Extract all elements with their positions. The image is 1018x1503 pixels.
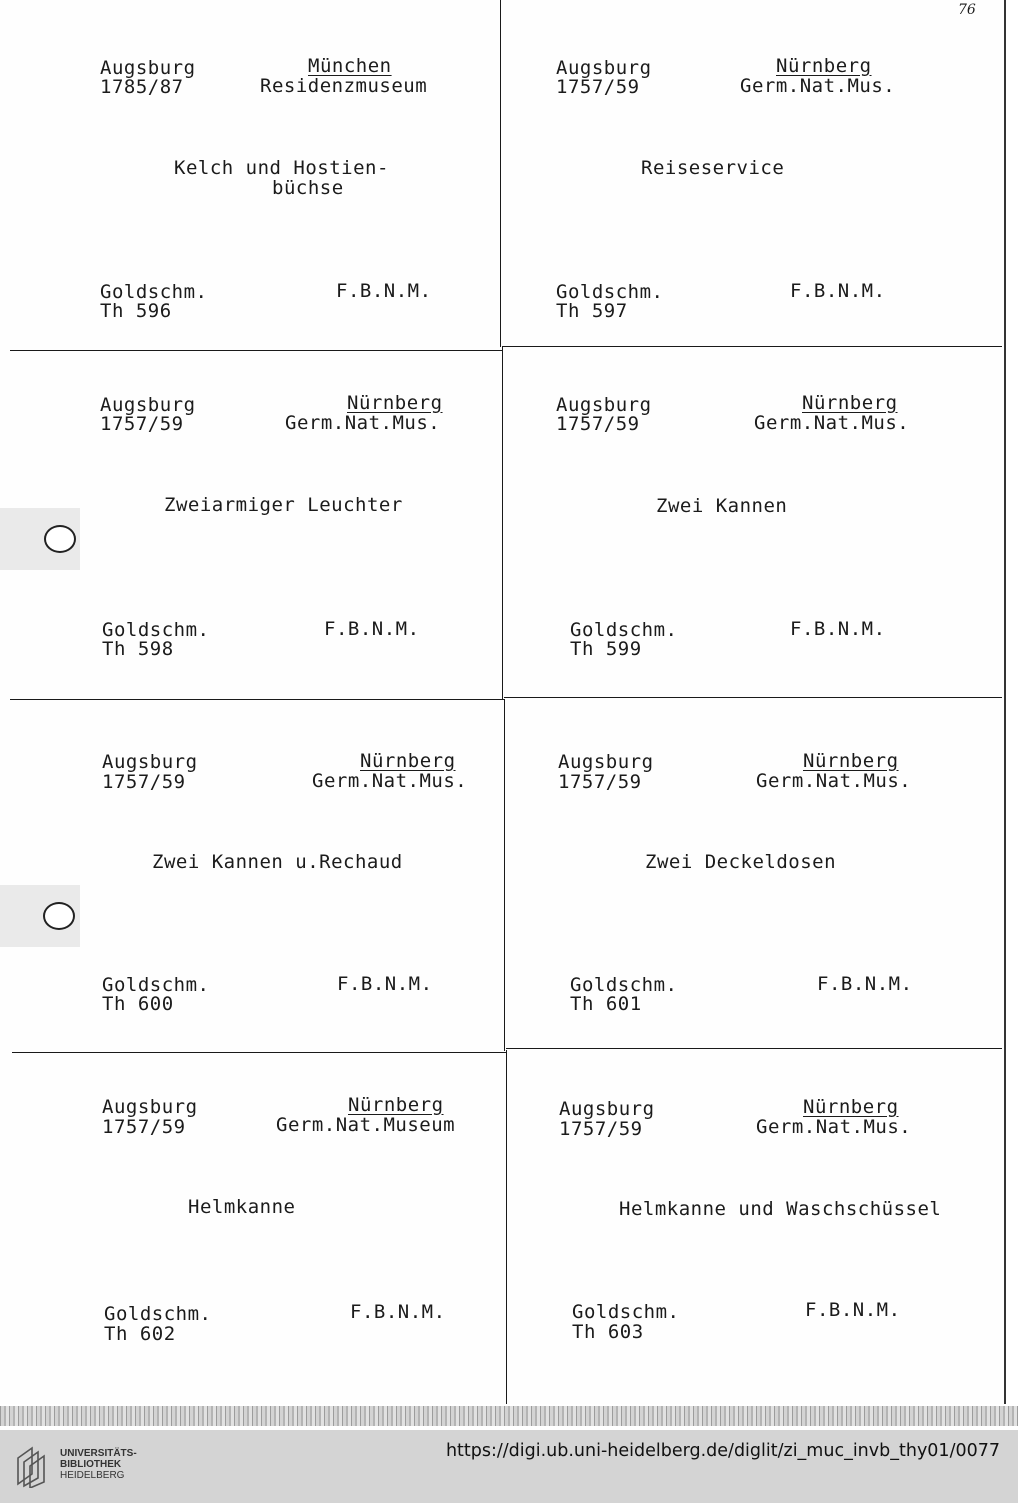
card-city: Augsburg	[102, 751, 198, 773]
card-institution: Residenzmuseum	[260, 75, 428, 97]
card-institution: Germ.Nat.Mus.	[285, 412, 441, 434]
card-institution: Germ.Nat.Mus.	[756, 770, 912, 792]
card-title: Helmkanne und Waschschüssel	[619, 1198, 942, 1220]
card-number: Th 599	[570, 638, 642, 660]
card-city: Augsburg	[556, 394, 652, 416]
row-divider	[10, 350, 502, 351]
library-logo-text	[60, 1448, 137, 1481]
logo-line: BIBLIOTHEK	[60, 1459, 122, 1470]
card-location: Nürnberg	[347, 392, 443, 414]
card-location: Nürnberg	[803, 1096, 899, 1118]
card-date: 1757/59	[559, 1118, 643, 1140]
card-location: München	[308, 55, 392, 77]
card-title: Kelch und Hostien-	[174, 157, 389, 179]
card-title: Helmkanne	[188, 1196, 296, 1218]
card-category: Goldschm.	[570, 619, 678, 641]
card-code: F.B.N.M.	[337, 973, 433, 995]
punch-hole	[43, 902, 75, 930]
card-date: 1785/87	[100, 76, 184, 98]
library-logo-icon	[14, 1444, 52, 1488]
card-date: 1757/59	[556, 413, 640, 435]
page-number: 76	[958, 2, 976, 18]
card-code: F.B.N.M.	[336, 280, 432, 302]
card-category: Goldschm.	[104, 1303, 212, 1325]
card-category: Goldschm.	[556, 281, 664, 303]
logo-line: HEIDELBERG	[60, 1470, 125, 1481]
column-divider	[502, 347, 503, 699]
row-divider	[10, 699, 504, 700]
card-city: Augsburg	[556, 57, 652, 79]
card-category: Goldschm.	[102, 619, 210, 641]
card-category: Goldschm.	[572, 1301, 680, 1323]
card-title: Reiseservice	[641, 157, 785, 179]
card-title: Zwei Deckeldosen	[645, 851, 837, 873]
card-code: F.B.N.M.	[350, 1301, 446, 1323]
card-title: Zwei Kannen u.Rechaud	[152, 851, 403, 873]
row-divider	[12, 1052, 506, 1053]
card-title: Zwei Kannen	[656, 495, 788, 517]
card-date: 1757/59	[102, 1116, 186, 1138]
footer-bar	[0, 1430, 1018, 1503]
card-city: Augsburg	[100, 57, 196, 79]
card-institution: Germ.Nat.Mus.	[754, 412, 910, 434]
card-date: 1757/59	[102, 771, 186, 793]
column-divider	[500, 0, 501, 347]
card-code: F.B.N.M.	[324, 618, 420, 640]
card-number: Th 602	[104, 1323, 176, 1345]
card-location: Nürnberg	[803, 750, 899, 772]
card-date: 1757/59	[558, 771, 642, 793]
row-divider	[504, 697, 1002, 698]
row-divider	[502, 346, 1002, 347]
card-number: Th 603	[572, 1321, 644, 1343]
card-institution: Germ.Nat.Mus.	[740, 75, 896, 97]
row-divider	[506, 1048, 1002, 1049]
card-code: F.B.N.M.	[790, 618, 886, 640]
card-category: Goldschm.	[100, 281, 208, 303]
card-code: F.B.N.M.	[805, 1299, 901, 1321]
card-city: Augsburg	[102, 1096, 198, 1118]
card-code: F.B.N.M.	[790, 280, 886, 302]
card-date: 1757/59	[100, 413, 184, 435]
logo-line: UNIVERSITÄTS-	[60, 1448, 137, 1459]
column-divider	[506, 1050, 507, 1404]
card-category: Goldschm.	[102, 974, 210, 996]
card-number: Th 597	[556, 300, 628, 322]
card-location: Nürnberg	[348, 1094, 444, 1116]
card-date: 1757/59	[556, 76, 640, 98]
card-location: Nürnberg	[776, 55, 872, 77]
card-number: Th 596	[100, 300, 172, 322]
card-number: Th 598	[102, 638, 174, 660]
card-institution: Germ.Nat.Museum	[276, 1114, 456, 1136]
card-city: Augsburg	[100, 394, 196, 416]
card-category: Goldschm.	[570, 974, 678, 996]
card-institution: Germ.Nat.Mus.	[312, 770, 468, 792]
card-number: Th 600	[102, 993, 174, 1015]
card-city: Augsburg	[559, 1098, 655, 1120]
card-code: F.B.N.M.	[817, 973, 913, 995]
column-divider	[504, 699, 505, 1051]
punch-hole	[44, 525, 76, 553]
card-location: Nürnberg	[360, 750, 456, 772]
card-city: Augsburg	[558, 751, 654, 773]
card-location: Nürnberg	[802, 392, 898, 414]
permalink-url[interactable]: https://digi.ub.uni-heidelberg.de/diglit/zi_muc_invb_thy01/0077	[445, 1441, 1000, 1461]
card-title: Zweiarmiger Leuchter	[164, 494, 403, 516]
card-number: Th 601	[570, 993, 642, 1015]
card-title-line2: büchse	[272, 177, 344, 199]
card-institution: Germ.Nat.Mus.	[756, 1116, 912, 1138]
scan-edge-strip	[0, 1406, 1018, 1426]
